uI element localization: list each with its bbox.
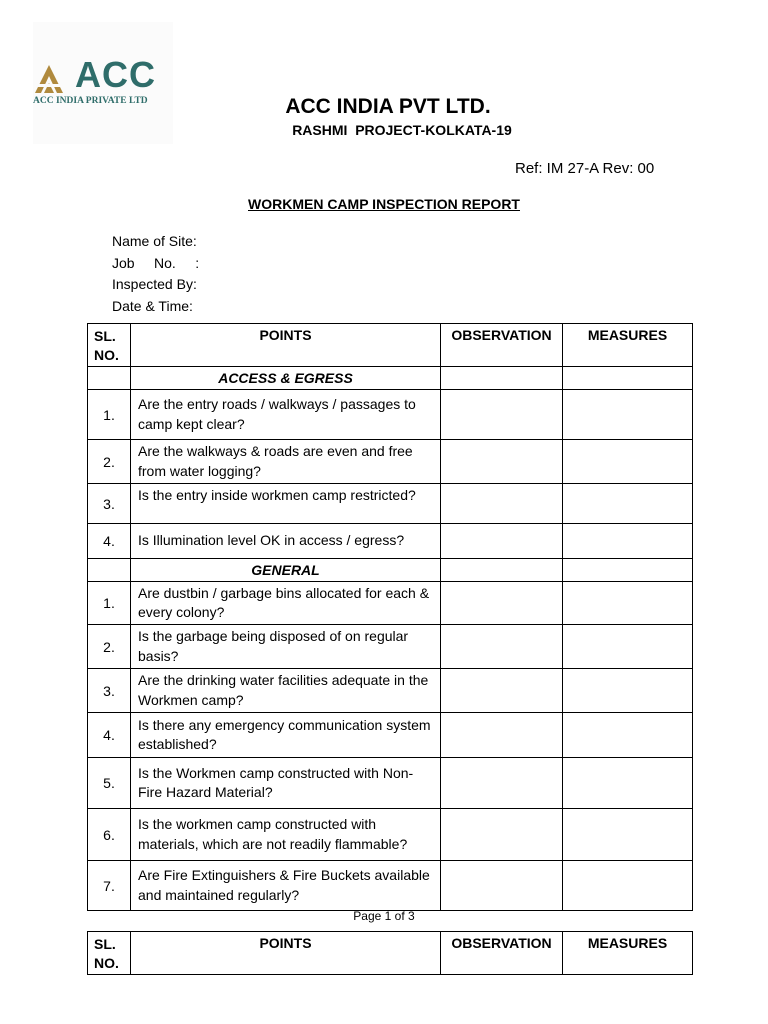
- row-number: 1.: [88, 582, 131, 625]
- site-name-field: Name of Site:: [112, 233, 197, 249]
- points-header: POINTS: [131, 932, 441, 975]
- company-name: ACC INDIA PVT LTD.: [285, 95, 491, 118]
- table-row: [88, 582, 693, 625]
- page-number: Page 1 of 3: [353, 909, 415, 923]
- inspected-by-field: Inspected By:: [112, 276, 197, 293]
- point-text: Is Illumination level OK in access / egress?: [131, 524, 441, 559]
- observation-cell: [441, 861, 563, 911]
- table-row: [88, 809, 693, 861]
- table-row: [88, 524, 693, 559]
- row-number: 4.: [88, 524, 131, 559]
- project-name: RASHMI PROJECT-KOLKATA-19: [292, 122, 512, 138]
- point-text: Are Fire Extinguishers & Fire Buckets available and maintained regularly?: [131, 861, 441, 911]
- observation-cell: [441, 524, 563, 559]
- measures-header: MEASURES: [563, 324, 693, 367]
- row-number: 3.: [88, 669, 131, 713]
- section-title-general: GENERAL: [131, 559, 441, 582]
- point-text: Are the walkways & roads are even and free from water logging?: [131, 440, 441, 484]
- table-row: [88, 625, 693, 669]
- sl-no-header: SL. NO.: [88, 932, 131, 975]
- observation-cell: [441, 669, 563, 713]
- logo-subtitle: ACC INDIA PRIVATE LTD: [33, 96, 148, 106]
- observation-header: OBSERVATION: [441, 324, 563, 367]
- measures-cell: [563, 861, 693, 911]
- observation-cell: [441, 582, 563, 625]
- row-number: 6.: [88, 809, 131, 861]
- table-header-row: [88, 324, 693, 367]
- document-reference: Ref: IM 27-A Rev: 00: [515, 160, 655, 177]
- point-text: Is the entry inside workmen camp restricted?: [131, 484, 441, 524]
- point-text: Is the Workmen camp constructed with Non-Fire Hazard Material?: [131, 758, 441, 809]
- table-row: [88, 390, 693, 440]
- measures-cell: [563, 390, 693, 440]
- row-number: 1.: [88, 390, 131, 440]
- measures-cell: [563, 367, 693, 390]
- measures-cell: [563, 524, 693, 559]
- measures-cell: [563, 559, 693, 582]
- row-number: 3.: [88, 484, 131, 524]
- table-row: [88, 861, 693, 911]
- point-text: Are the entry roads / walkways / passages to camp kept clear?: [131, 390, 441, 440]
- table-row: [88, 758, 693, 809]
- date-time-field: Date & Time:: [112, 298, 193, 315]
- point-text: Is the garbage being disposed of on regular basis?: [131, 625, 441, 669]
- table-row: [88, 669, 693, 713]
- measures-cell: [563, 758, 693, 809]
- observation-cell: [441, 484, 563, 524]
- section-row-general: [88, 559, 693, 582]
- observation-cell: [441, 713, 563, 758]
- section-title-access: ACCESS & EGRESS: [131, 367, 441, 390]
- row-number: 2.: [88, 440, 131, 484]
- row-number: 2.: [88, 625, 131, 669]
- observation-cell: [441, 625, 563, 669]
- point-text: Are the drinking water facilities adequate in the Workmen camp?: [131, 669, 441, 713]
- inspection-table: [87, 323, 693, 911]
- section-row-access: [88, 367, 693, 390]
- table-header-row: [88, 932, 693, 975]
- measures-cell: [563, 582, 693, 625]
- observation-cell: [441, 390, 563, 440]
- measures-cell: [563, 809, 693, 861]
- measures-cell: [563, 625, 693, 669]
- observation-header: OBSERVATION: [441, 932, 563, 975]
- measures-cell: [563, 713, 693, 758]
- table-row: [88, 440, 693, 484]
- observation-cell: [441, 758, 563, 809]
- measures-cell: [563, 669, 693, 713]
- row-number: 4.: [88, 713, 131, 758]
- report-title: WORKMEN CAMP INSPECTION REPORT: [248, 196, 520, 212]
- measures-cell: [563, 440, 693, 484]
- points-header: POINTS: [131, 324, 441, 367]
- measures-header: MEASURES: [563, 932, 693, 975]
- table-row: [88, 713, 693, 758]
- observation-cell: [441, 440, 563, 484]
- point-text: Is the workmen camp constructed with materials, which are not readily flammable?: [131, 809, 441, 861]
- observation-cell: [441, 367, 563, 390]
- observation-cell: [441, 809, 563, 861]
- job-number-field: Job No. :: [112, 254, 200, 271]
- row-number: 7.: [88, 861, 131, 911]
- table-row: [88, 484, 693, 524]
- report-fields: [112, 231, 199, 318]
- observation-cell: [441, 559, 563, 582]
- point-text: Are dustbin / garbage bins allocated for each & every colony?: [131, 582, 441, 625]
- logo-wordmark: ACC: [75, 54, 156, 95]
- next-page-table-header: [87, 931, 693, 975]
- row-number: 5.: [88, 758, 131, 809]
- measures-cell: [563, 484, 693, 524]
- acc-emblem-icon: [33, 63, 73, 95]
- sl-no-header: SL. NO.: [88, 324, 131, 367]
- point-text: Is there any emergency communication system established?: [131, 713, 441, 758]
